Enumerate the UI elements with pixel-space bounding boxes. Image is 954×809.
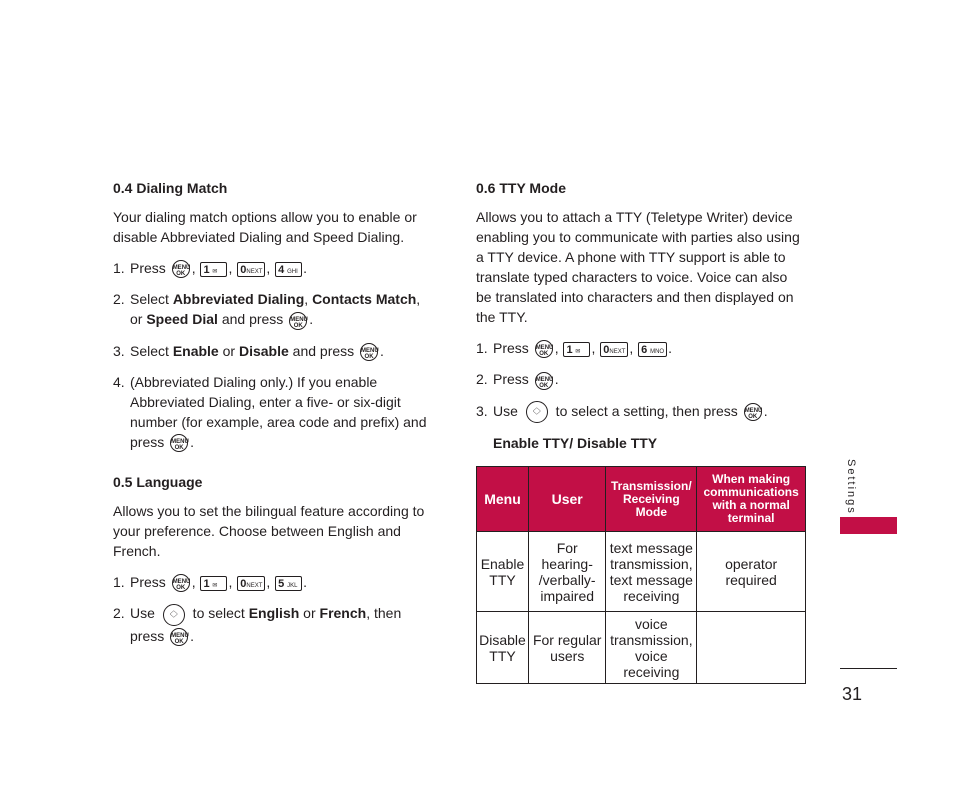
cell-terminal: [697, 612, 806, 684]
list-item: 3. Use ︿ ﹀ to select a setting, then press MENU OK .: [476, 401, 806, 423]
key-0-icon: 0NEXT: [600, 342, 628, 357]
tty-intro: Allows you to attach a TTY (Teletype Writer) device enabling you to communicate with parties also using a TTY device. A phone with TTY support is able to translate typed characters to voice. Voice can also be translated into characters and then displayed on the TTY.: [476, 209, 800, 325]
key-0-icon: 0NEXT: [237, 262, 265, 277]
cell-terminal: operator required: [697, 532, 806, 612]
language-intro: Allows you to set the bilingual feature according to your preference. Choose between English and French.: [113, 503, 425, 560]
table-header-row: [477, 467, 806, 532]
menu-ok-key-icon: MENU OK: [170, 628, 188, 646]
dialing-match-steps: [113, 258, 433, 452]
menu-ok-key-icon: MENU OK: [289, 312, 307, 330]
left-column: [113, 178, 433, 646]
key-1-icon: 1 ✉: [200, 576, 227, 591]
header-menu: Menu: [477, 467, 529, 532]
key-6-icon: 6 MNO: [638, 342, 667, 357]
list-item: 2. Use ︿ ﹀ to select English or French, then press MENU OK .: [113, 605, 402, 646]
list-item: 2. Press MENU OK .: [476, 371, 559, 389]
cell-mode: voice transmission, voice receiving: [606, 612, 697, 684]
header-transmission: Transmission/ Receiving Mode: [606, 467, 697, 532]
dialing-match-intro: Your dialing match options allow you to enable or disable Abbreviated Dialing and Speed Dialing.: [113, 209, 417, 245]
menu-ok-key-icon: MENU OK: [172, 260, 190, 278]
key-5-icon: 5 JKL: [275, 576, 302, 591]
list-item: 1. Press MENU OK , 1 ✉ , 0NEXT , 6 MNO .: [476, 340, 672, 358]
right-column: [476, 178, 806, 453]
tty-steps: [476, 338, 806, 423]
menu-ok-key-icon: MENU OK: [535, 372, 553, 390]
list-item: 1. Press MENU OK , 1 ✉ , 0NEXT , 5 JKL .: [113, 574, 308, 592]
menu-ok-key-icon: MENU OK: [170, 434, 188, 452]
section-title-tty-mode: 0.6 TTY Mode: [476, 180, 566, 196]
navigation-key-icon: ︿ ﹀: [163, 604, 185, 626]
page-number-rule: [840, 668, 897, 669]
key-1-icon: 1 ✉: [200, 262, 227, 277]
cell-menu: Disable TTY: [477, 612, 529, 684]
side-section-label: Settings: [845, 459, 857, 515]
cell-user: For hearing- /verbally- impaired: [528, 532, 605, 612]
menu-ok-key-icon: MENU OK: [360, 343, 378, 361]
list-item: 2. Select Abbreviated Dialing, Contacts Match, or Speed Dial and press MENU OK .: [113, 291, 421, 329]
menu-ok-key-icon: MENU OK: [535, 340, 553, 358]
list-item: 4. (Abbreviated Dialing only.) If you enable Abbreviated Dialing, enter a five- or six-digit number (for example, area code and prefix) and press MENU OK .: [113, 373, 427, 452]
key-4-icon: 4 GHI: [275, 262, 302, 277]
page-number: 31: [842, 684, 863, 704]
list-item: 3. Select Enable or Disable and press MENU OK .: [113, 342, 384, 360]
menu-ok-key-icon: MENU OK: [172, 574, 190, 592]
language-steps: [113, 572, 433, 646]
tty-subheading: Enable TTY/ Disable TTY: [493, 434, 658, 451]
cell-mode: text message transmission, text message receiving: [606, 532, 697, 612]
menu-ok-key-icon: MENU OK: [744, 403, 762, 421]
table-row: [477, 532, 806, 612]
list-item: 1. Press MENU OK , 1 ✉ , 0NEXT , 4 GHI .: [113, 260, 308, 278]
header-user: User: [528, 467, 605, 532]
key-1-icon: 1 ✉: [563, 342, 590, 357]
side-tab-marker: [840, 517, 897, 534]
table-row: [477, 612, 806, 684]
tty-table: [476, 466, 806, 684]
header-normal-terminal: When making communications with a normal terminal: [697, 467, 806, 532]
navigation-key-icon: ︿ ﹀: [526, 401, 548, 423]
section-title-language: 0.5 Language: [113, 474, 203, 491]
key-0-icon: 0NEXT: [237, 576, 265, 591]
section-title-dialing-match: 0.4 Dialing Match: [113, 180, 228, 196]
cell-user: For regular users: [528, 612, 605, 684]
cell-menu: Enable TTY: [477, 532, 529, 612]
